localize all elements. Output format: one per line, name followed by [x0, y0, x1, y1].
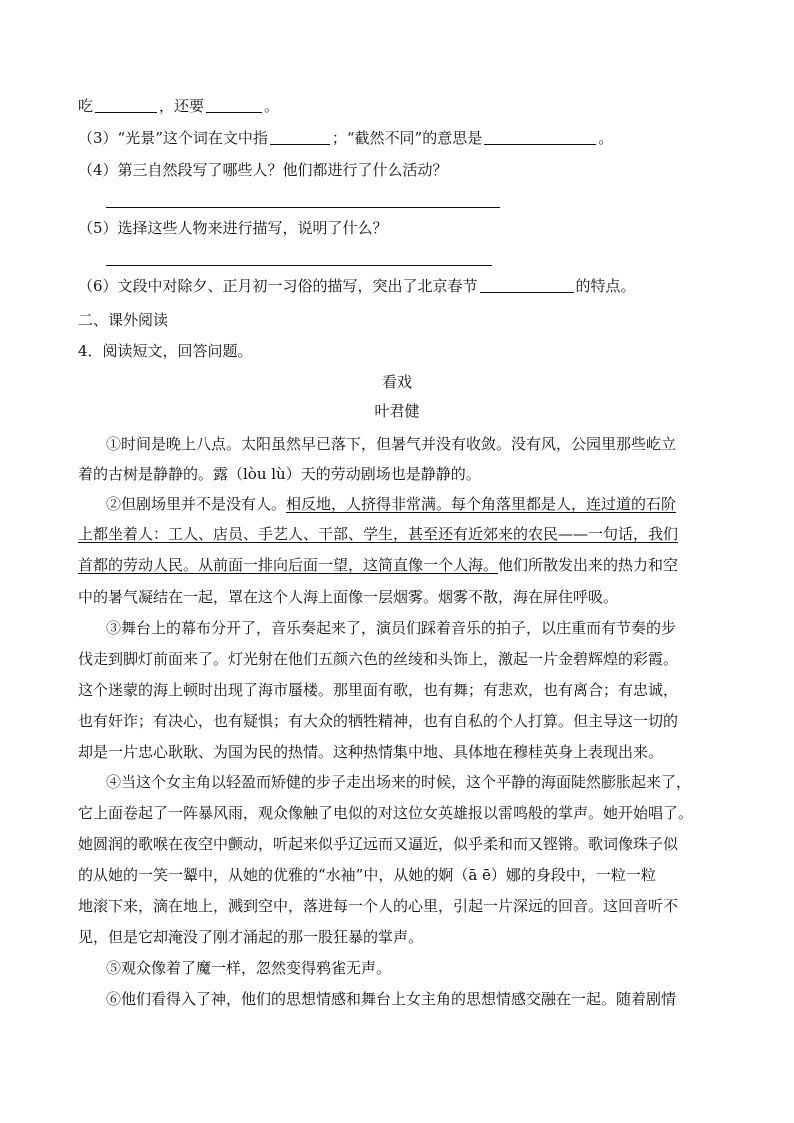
q3-text-2: ；“截然不同”的意思是 [331, 129, 483, 147]
question-6 [78, 276, 636, 296]
answer-blank[interactable] [95, 97, 157, 113]
underlined-sentence: 上都坐着人：工人、店员、手艺人、干部、学生，甚至还有近郊来的农民——一句话，我们 [78, 525, 679, 543]
paragraph-line: ⑥他们看得入了神，他们的思想情感和舞台上女主角的思想情感交融在一起。随着剧情 [106, 990, 677, 1008]
paragraph-line: 这个迷蒙的海上顿时出现了海市蜃楼。那里面有歌，也有舞；有悲欢，也有离合；有忠诚， [78, 681, 679, 699]
paragraph-line [78, 555, 678, 575]
paragraph-line: 地滚下来，滴在地上，溅到空中，落进每一个人的心里，引起一片深远的回音。这回音听不 [78, 897, 679, 915]
answer-blank[interactable] [480, 277, 574, 293]
answer-line[interactable] [106, 265, 492, 266]
paragraph-line [106, 494, 676, 514]
q3-text-1: （3）“光景”这个词在文中指 [78, 129, 268, 147]
article-title: 看戏 [381, 373, 412, 391]
q6-text-1: （6）文段中对除夕、正月初一习俗的描写，突出了北京春节 [78, 277, 478, 295]
q-prev-suffix: 。 [264, 97, 280, 115]
underlined-sentence: 相反地，人挤得非常满。每个角落里都是人，连过道的石阶 [286, 495, 677, 513]
paragraph-line: 她圆润的歌喉在夜空中颤动，听起来似乎辽远而又逼近，似乎柔和而又铿锵。歌词像珠子似 [78, 835, 679, 853]
underlined-sentence: 首都的劳动人民。从前面一排向后面一望，这简直像一个人海。 [78, 556, 499, 574]
paragraph-line: 着的古树是静静的。露（lòu lù）天的劳动剧场也是静静的。 [78, 465, 481, 483]
paragraph-line: 伐走到脚灯前面来了。灯光射在他们五颜六色的丝绫和头饰上，激起一片金碧辉煌的彩霞。 [78, 650, 679, 668]
question-continued-line [78, 96, 279, 116]
paragraph-line: 见，但是它却淹没了刚才涌起的那一股狂暴的掌声。 [78, 928, 424, 946]
question-5: （5）选择这些人物来进行描写，说明了什么？ [78, 219, 388, 237]
q-prev-prefix: 吃 [78, 97, 94, 115]
q-prev-mid: ，还要 [159, 97, 205, 115]
paragraph-line: ①时间是晚上八点。太阳虽然早已落下，但暑气并没有收敛。没有风，公园里那些屹立 [106, 435, 677, 453]
question-instruction: 4．阅读短文，回答问题。 [78, 342, 253, 360]
answer-blank[interactable] [270, 129, 330, 145]
paragraph-line: 却是一片忠心耿耿、为国为民的热情。这种热情集中地、具体地在穆桂英身上表现出来。 [78, 743, 664, 761]
section-heading: 二、课外阅读 [78, 311, 169, 329]
paragraph-text: 他们所散发出来的热力和空 [498, 556, 679, 574]
q6-text-2: 的特点。 [575, 277, 636, 295]
paragraph-text: ②但剧场里并不是没有人。 [106, 495, 287, 513]
paragraph-line: 中的暑气凝结在一起，罩在这个人海上面像一层烟雾。烟雾不散，海在屏住呼吸。 [78, 588, 619, 606]
answer-blank[interactable] [206, 97, 262, 113]
answer-line[interactable] [106, 207, 500, 208]
article-author: 叶君健 [374, 402, 420, 420]
paragraph-line: ⑤观众像着了魔一样，忽然变得鸦雀无声。 [106, 959, 392, 977]
paragraph-line: ③舞台上的幕布分开了，音乐奏起来了，演员们踩着音乐的拍子，以庄重而有节奏的步 [106, 619, 677, 637]
paragraph-line: 的从她的一笑一颦中，从她的优雅的“水袖”中，从她的婀（ā ē）娜的身段中，一粒一粒 [78, 866, 656, 884]
q3-text-3: 。 [598, 129, 614, 147]
paragraph-line: 也有奸诈；有决心，也有疑惧；有大众的牺牲精神，也有自私的个人打算。但主导这一切的 [78, 712, 679, 730]
paragraph-line: 它上面卷起了一阵暴风雨，观众像触了电似的对这位女英雄报以雷鸣般的掌声。她开始唱了。 [78, 804, 694, 822]
question-4: （4）第三自然段写了哪些人？他们都进行了什么活动？ [78, 161, 448, 179]
answer-blank[interactable] [484, 129, 596, 145]
paragraph-line: ④当这个女主角以轻盈而矫健的步子走出场来的时候，这个平静的海面陡然膨胀起来了， [106, 773, 692, 791]
question-3 [78, 128, 613, 148]
